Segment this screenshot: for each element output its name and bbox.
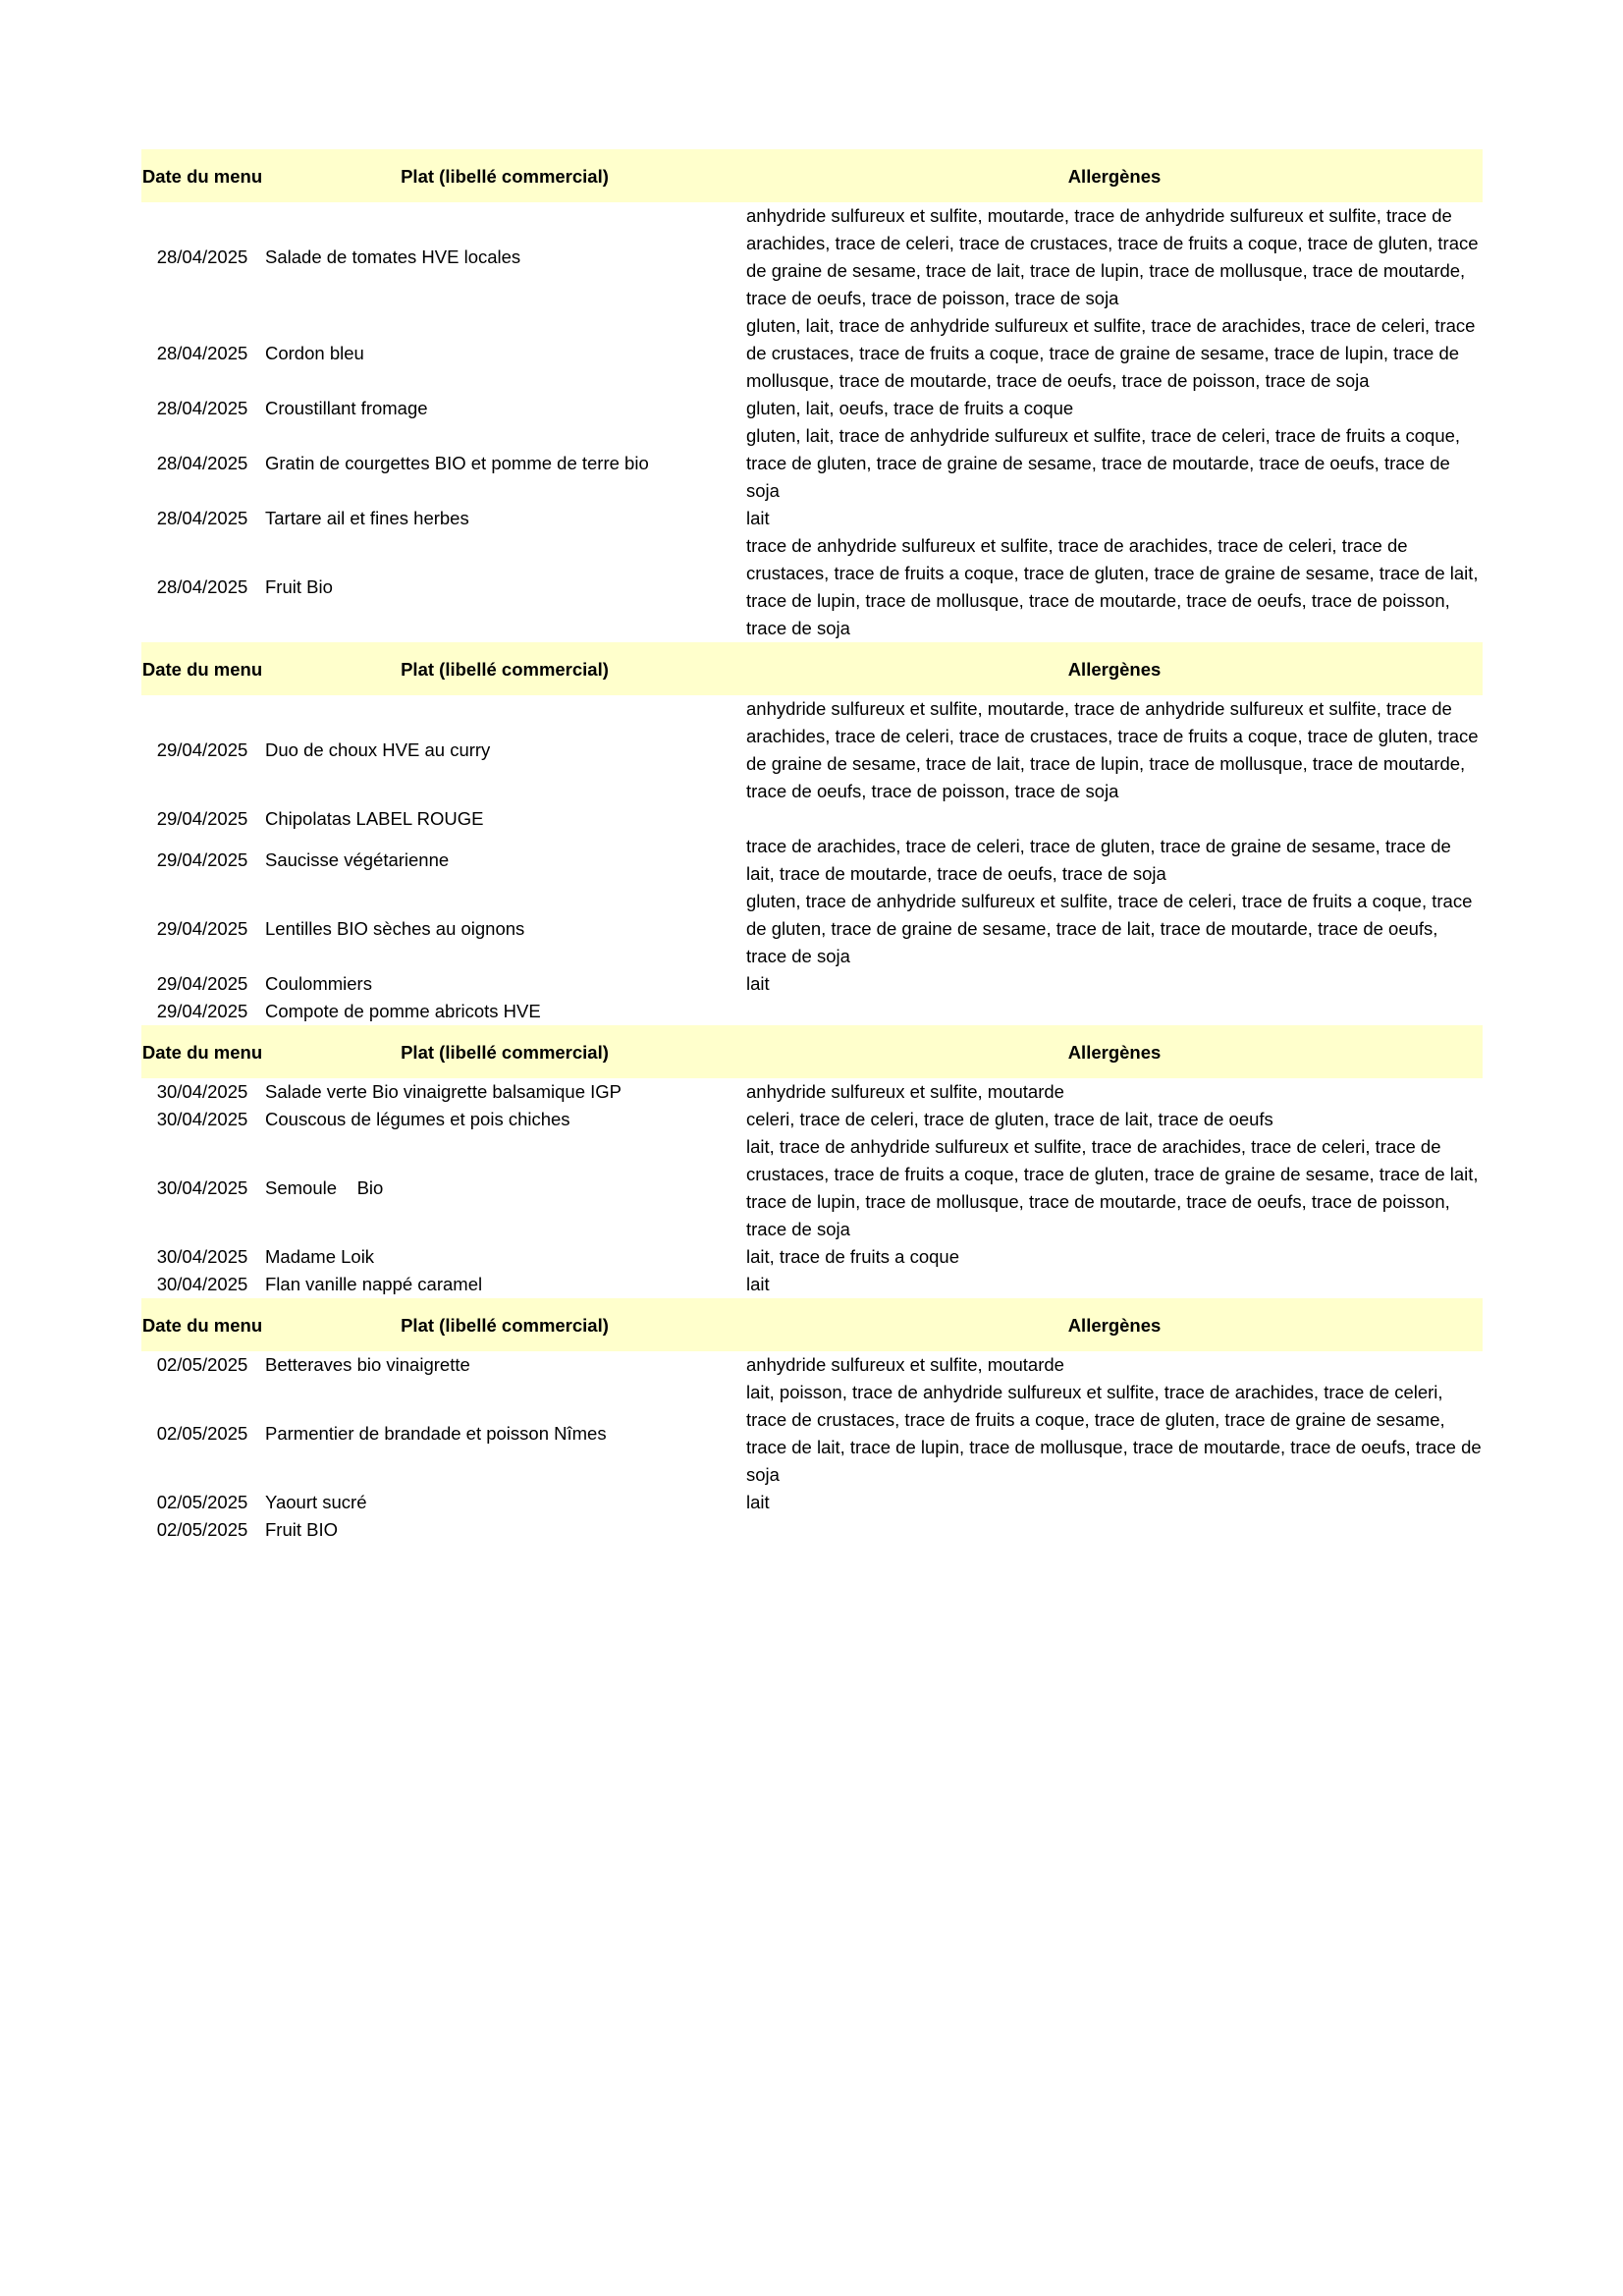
menu-section-02-05 bbox=[141, 1298, 1483, 1544]
menu-section-29-04 bbox=[141, 642, 1483, 1025]
header-allergenes: Allergènes bbox=[1067, 1314, 1162, 1336]
table-row bbox=[141, 998, 1483, 1025]
row-allergenes: anhydride sulfureux et sulfite, moutarde bbox=[746, 1354, 1064, 1375]
table-row bbox=[141, 1133, 1483, 1243]
table-row bbox=[141, 970, 1483, 998]
row-plat: Fruit Bio bbox=[265, 576, 333, 597]
row-date: 30/04/2025 bbox=[156, 1109, 248, 1129]
row-allergenes: trace de anhydride sulfureux et sulfite, trace de arachides, trace de celeri, trace de crustaces, trace de fruits a coque, trace de gluten, trace de graine de sesame, trace de lait, trace de lupin, trace de mollusque, trace de moutarde, trace de oeufs, trace de poisson, trace de soja bbox=[746, 535, 1479, 638]
header-date: Date du menu bbox=[141, 658, 263, 680]
table-row bbox=[141, 805, 1483, 833]
table-header bbox=[141, 1298, 1483, 1351]
row-date: 30/04/2025 bbox=[156, 1081, 248, 1102]
row-allergenes: lait bbox=[746, 1492, 770, 1512]
row-plat: Fruit BIO bbox=[265, 1519, 339, 1540]
table-row bbox=[141, 1243, 1483, 1271]
table-row bbox=[141, 888, 1483, 970]
row-plat: Yaourt sucré bbox=[265, 1492, 367, 1512]
header-date: Date du menu bbox=[141, 165, 263, 187]
row-plat: Duo de choux HVE au curry bbox=[265, 739, 491, 760]
table-row bbox=[141, 532, 1483, 642]
row-date: 28/04/2025 bbox=[156, 343, 248, 363]
row-allergenes: lait bbox=[746, 508, 770, 528]
row-allergenes: lait, trace de fruits a coque bbox=[746, 1246, 959, 1267]
header-allergenes: Allergènes bbox=[1067, 658, 1162, 680]
row-date: 30/04/2025 bbox=[156, 1274, 248, 1294]
row-date: 28/04/2025 bbox=[156, 246, 248, 267]
row-allergenes: gluten, trace de anhydride sulfureux et sulfite, trace de celeri, trace de fruits a coque, trace de gluten, trace de graine de sesame, trace de lait, trace de moutarde, trace de oeufs, trace de soja bbox=[746, 891, 1473, 966]
row-plat: Tartare ail et fines herbes bbox=[265, 508, 469, 528]
row-date: 29/04/2025 bbox=[156, 918, 248, 939]
header-plat: Plat (libellé commercial) bbox=[401, 658, 609, 680]
table-row bbox=[141, 1078, 1483, 1106]
row-allergenes: trace de arachides, trace de celeri, trace de gluten, trace de graine de sesame, trace de lait, trace de moutarde, trace de oeufs, trace de soja bbox=[746, 836, 1451, 884]
row-allergenes: lait, trace de anhydride sulfureux et sulfite, trace de arachides, trace de celeri, trace de crustaces, trace de fruits a coque, trace de gluten, trace de graine de sesame, trace de lait, trace de lupin, trace de mollusque, trace de moutarde, trace de oeufs, trace de poisson, trace de soja bbox=[746, 1136, 1479, 1239]
allergen-menu-table bbox=[141, 149, 1483, 1544]
row-plat: Flan vanille nappé caramel bbox=[265, 1274, 483, 1294]
row-date: 28/04/2025 bbox=[156, 576, 248, 597]
table-row bbox=[141, 695, 1483, 805]
row-date: 29/04/2025 bbox=[156, 973, 248, 994]
row-allergenes: anhydride sulfureux et sulfite, moutarde bbox=[746, 1081, 1064, 1102]
row-allergenes: gluten, lait, oeufs, trace de fruits a coque bbox=[746, 398, 1074, 418]
menu-section-28-04 bbox=[141, 149, 1483, 642]
row-plat: Salade de tomates HVE locales bbox=[265, 246, 521, 267]
row-plat: Chipolatas LABEL ROUGE bbox=[265, 808, 484, 829]
row-plat: Betteraves bio vinaigrette bbox=[265, 1354, 470, 1375]
row-plat: Croustillant fromage bbox=[265, 398, 428, 418]
table-row bbox=[141, 505, 1483, 532]
table-row bbox=[141, 833, 1483, 888]
table-header bbox=[141, 149, 1483, 202]
row-plat: Parmentier de brandade et poisson Nîmes bbox=[265, 1423, 607, 1444]
row-date: 30/04/2025 bbox=[156, 1177, 248, 1198]
header-allergenes: Allergènes bbox=[1067, 1041, 1162, 1063]
table-header bbox=[141, 1025, 1483, 1078]
row-allergenes: gluten, lait, trace de anhydride sulfureux et sulfite, trace de celeri, trace de fruits a coque, trace de gluten, trace de graine de sesame, trace de moutarde, trace de oeufs, trace de soja bbox=[746, 425, 1461, 501]
row-plat: Coulommiers bbox=[265, 973, 372, 994]
table-row bbox=[141, 1489, 1483, 1516]
table-row bbox=[141, 312, 1483, 395]
row-plat: Salade verte Bio vinaigrette balsamique IGP bbox=[265, 1081, 622, 1102]
header-date: Date du menu bbox=[141, 1041, 263, 1063]
row-plat: Lentilles BIO sèches au oignons bbox=[265, 918, 525, 939]
row-allergenes: gluten, lait, trace de anhydride sulfureux et sulfite, trace de arachides, trace de celeri, trace de crustaces, trace de fruits a coque, trace de graine de sesame, trace de lupin, trace de mollusque, trace de moutarde, trace de oeufs, trace de poisson, trace de soja bbox=[746, 315, 1476, 391]
table-row bbox=[141, 202, 1483, 312]
row-plat: Saucisse végétarienne bbox=[265, 849, 450, 870]
table-row bbox=[141, 395, 1483, 422]
table-row bbox=[141, 1379, 1483, 1489]
header-date: Date du menu bbox=[141, 1314, 263, 1336]
table-row bbox=[141, 1516, 1483, 1544]
row-allergenes: celeri, trace de celeri, trace de gluten, trace de lait, trace de oeufs bbox=[746, 1109, 1273, 1129]
row-date: 28/04/2025 bbox=[156, 398, 248, 418]
row-date: 02/05/2025 bbox=[156, 1354, 248, 1375]
row-plat: Couscous de légumes et pois chiches bbox=[265, 1109, 570, 1129]
row-date: 29/04/2025 bbox=[156, 808, 248, 829]
table-header bbox=[141, 642, 1483, 695]
row-allergenes: lait bbox=[746, 1274, 770, 1294]
row-date: 29/04/2025 bbox=[156, 1001, 248, 1021]
row-plat: Compote de pomme abricots HVE bbox=[265, 1001, 541, 1021]
header-plat: Plat (libellé commercial) bbox=[401, 1314, 609, 1336]
header-plat: Plat (libellé commercial) bbox=[401, 1041, 609, 1063]
table-row bbox=[141, 1351, 1483, 1379]
header-allergenes: Allergènes bbox=[1067, 165, 1162, 187]
row-date: 29/04/2025 bbox=[156, 849, 248, 870]
row-plat: Gratin de courgettes BIO et pomme de terre bio bbox=[265, 453, 649, 473]
row-date: 02/05/2025 bbox=[156, 1492, 248, 1512]
row-plat: Cordon bleu bbox=[265, 343, 364, 363]
row-plat: Madame Loik bbox=[265, 1246, 375, 1267]
row-allergenes: anhydride sulfureux et sulfite, moutarde, trace de anhydride sulfureux et sulfite, trace de arachides, trace de celeri, trace de crustaces, trace de fruits a coque, trace de gluten, trace de graine de sesame, trace de lait, trace de lupin, trace de mollusque, trace de moutarde, trace de oeufs, trace de poisson, trace de soja bbox=[746, 698, 1479, 801]
row-allergenes: lait bbox=[746, 973, 770, 994]
row-date: 28/04/2025 bbox=[156, 508, 248, 528]
row-date: 28/04/2025 bbox=[156, 453, 248, 473]
table-row bbox=[141, 422, 1483, 505]
row-allergenes: anhydride sulfureux et sulfite, moutarde, trace de anhydride sulfureux et sulfite, trace de arachides, trace de celeri, trace de crustaces, trace de fruits a coque, trace de gluten, trace de graine de sesame, trace de lait, trace de lupin, trace de mollusque, trace de moutarde, trace de oeufs, trace de poisson, trace de soja bbox=[746, 205, 1479, 308]
header-plat: Plat (libellé commercial) bbox=[401, 165, 609, 187]
row-date: 29/04/2025 bbox=[156, 739, 248, 760]
row-allergenes: lait, poisson, trace de anhydride sulfureux et sulfite, trace de arachides, trace de celeri, trace de crustaces, trace de fruits a coque, trace de gluten, trace de graine de sesame, trace de lait, trace de lupin, trace de mollusque, trace de moutarde, trace de oeufs, trace de soja bbox=[746, 1382, 1482, 1485]
row-date: 02/05/2025 bbox=[156, 1519, 248, 1540]
table-row bbox=[141, 1271, 1483, 1298]
menu-section-30-04 bbox=[141, 1025, 1483, 1298]
row-plat: Semoule Bio bbox=[265, 1177, 384, 1198]
row-date: 30/04/2025 bbox=[156, 1246, 248, 1267]
row-date: 02/05/2025 bbox=[156, 1423, 248, 1444]
table-row bbox=[141, 1106, 1483, 1133]
